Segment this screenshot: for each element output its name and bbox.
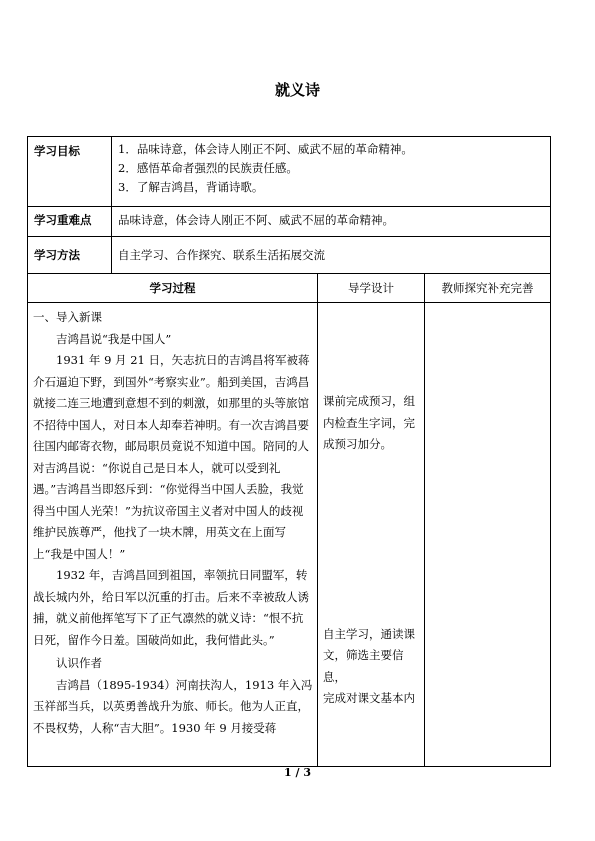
key-points-label: 学习重难点 [28,207,112,237]
process-content [28,303,318,767]
page-title: 就义诗 [274,81,320,99]
header-process: 学习过程 [28,274,318,303]
methods-label: 学习方法 [28,237,112,274]
paragraph: 1932 年，吉鸿昌回到祖国，率领抗日同盟军，转战长城内外，给日军以沉重的打击。后来不幸被敌人诱捕，就义前他挥笔写下了正气凛然的就义诗：“恨不抗日死，留作今日羞。国破尚如此，我何惜此头。” [33,568,309,647]
goal-item: 2．感悟革命者强烈的民族责任感。 [118,161,298,175]
header-row [28,274,551,303]
section-heading: 一、导入新课 [33,310,102,324]
header-guide: 导学设计 [318,274,425,303]
subsection-heading: 认识作者 [56,656,102,670]
paragraph: 1931 年 9 月 21 日，矢志抗日的吉鸿昌将军被蒋介石逼迫下野，到国外“考察实业”。船到美国，吉鸿昌就接二连三地遭到意想不到的刺激，如那里的头等旅馆不招待中国人，对日本人却奉若神明。有一次吉鸿昌要往国内邮寄衣物，邮局职员竟说不知道中国。陪同的人对吉鸿昌说：“你说自己是日本人，就可以受到礼遇。”吉鸿昌当即怒斥到：“你觉得当中国人丢脸，我觉得当中国人光荣！”为抗议帝国主义者对中国人的歧视维护民族尊严，他找了一块木牌，用英文在上面写上“我是中国人！” [33,353,310,561]
guide-note: 完成对课文基本内 [323,691,415,705]
header-teacher: 教师探究补充完善 [425,274,551,303]
goal-item: 1．品味诗意，体会诗人刚正不阿、威武不屈的革命精神。 [118,142,413,156]
goal-item: 3．了解吉鸿昌，背诵诗歌。 [118,180,264,194]
goals-content [112,137,551,207]
guide-note: 自主学习，通读课文，筛选主要信息， [323,626,415,684]
methods-text: 自主学习、合作探究、联系生活拓展交流 [112,237,551,274]
guide-content [318,303,425,767]
paragraph: 吉鸿昌（1895-1934）河南扶沟人，1913 年入冯玉祥部当兵，以英勇善战升为旅、师长。他为人正直，不畏权势，人称“吉大胆”。1930 年 9 月接受蒋 [33,677,313,735]
story-title: 吉鸿昌说“我是中国人” [56,331,172,346]
goals-label: 学习目标 [28,137,112,207]
teacher-notes [425,303,551,767]
guide-note: 课前完成预习，组内检查生字词，完成预习加分。 [323,394,415,451]
process-row [28,303,551,767]
page-number: 1 / 3 [284,766,311,779]
lesson-plan-table [27,136,551,767]
key-points-text: 品味诗意，体会诗人刚正不阿、威武不屈的革命精神。 [112,207,551,237]
key-points-row [28,207,551,237]
methods-row [28,237,551,274]
goals-row [28,137,551,207]
